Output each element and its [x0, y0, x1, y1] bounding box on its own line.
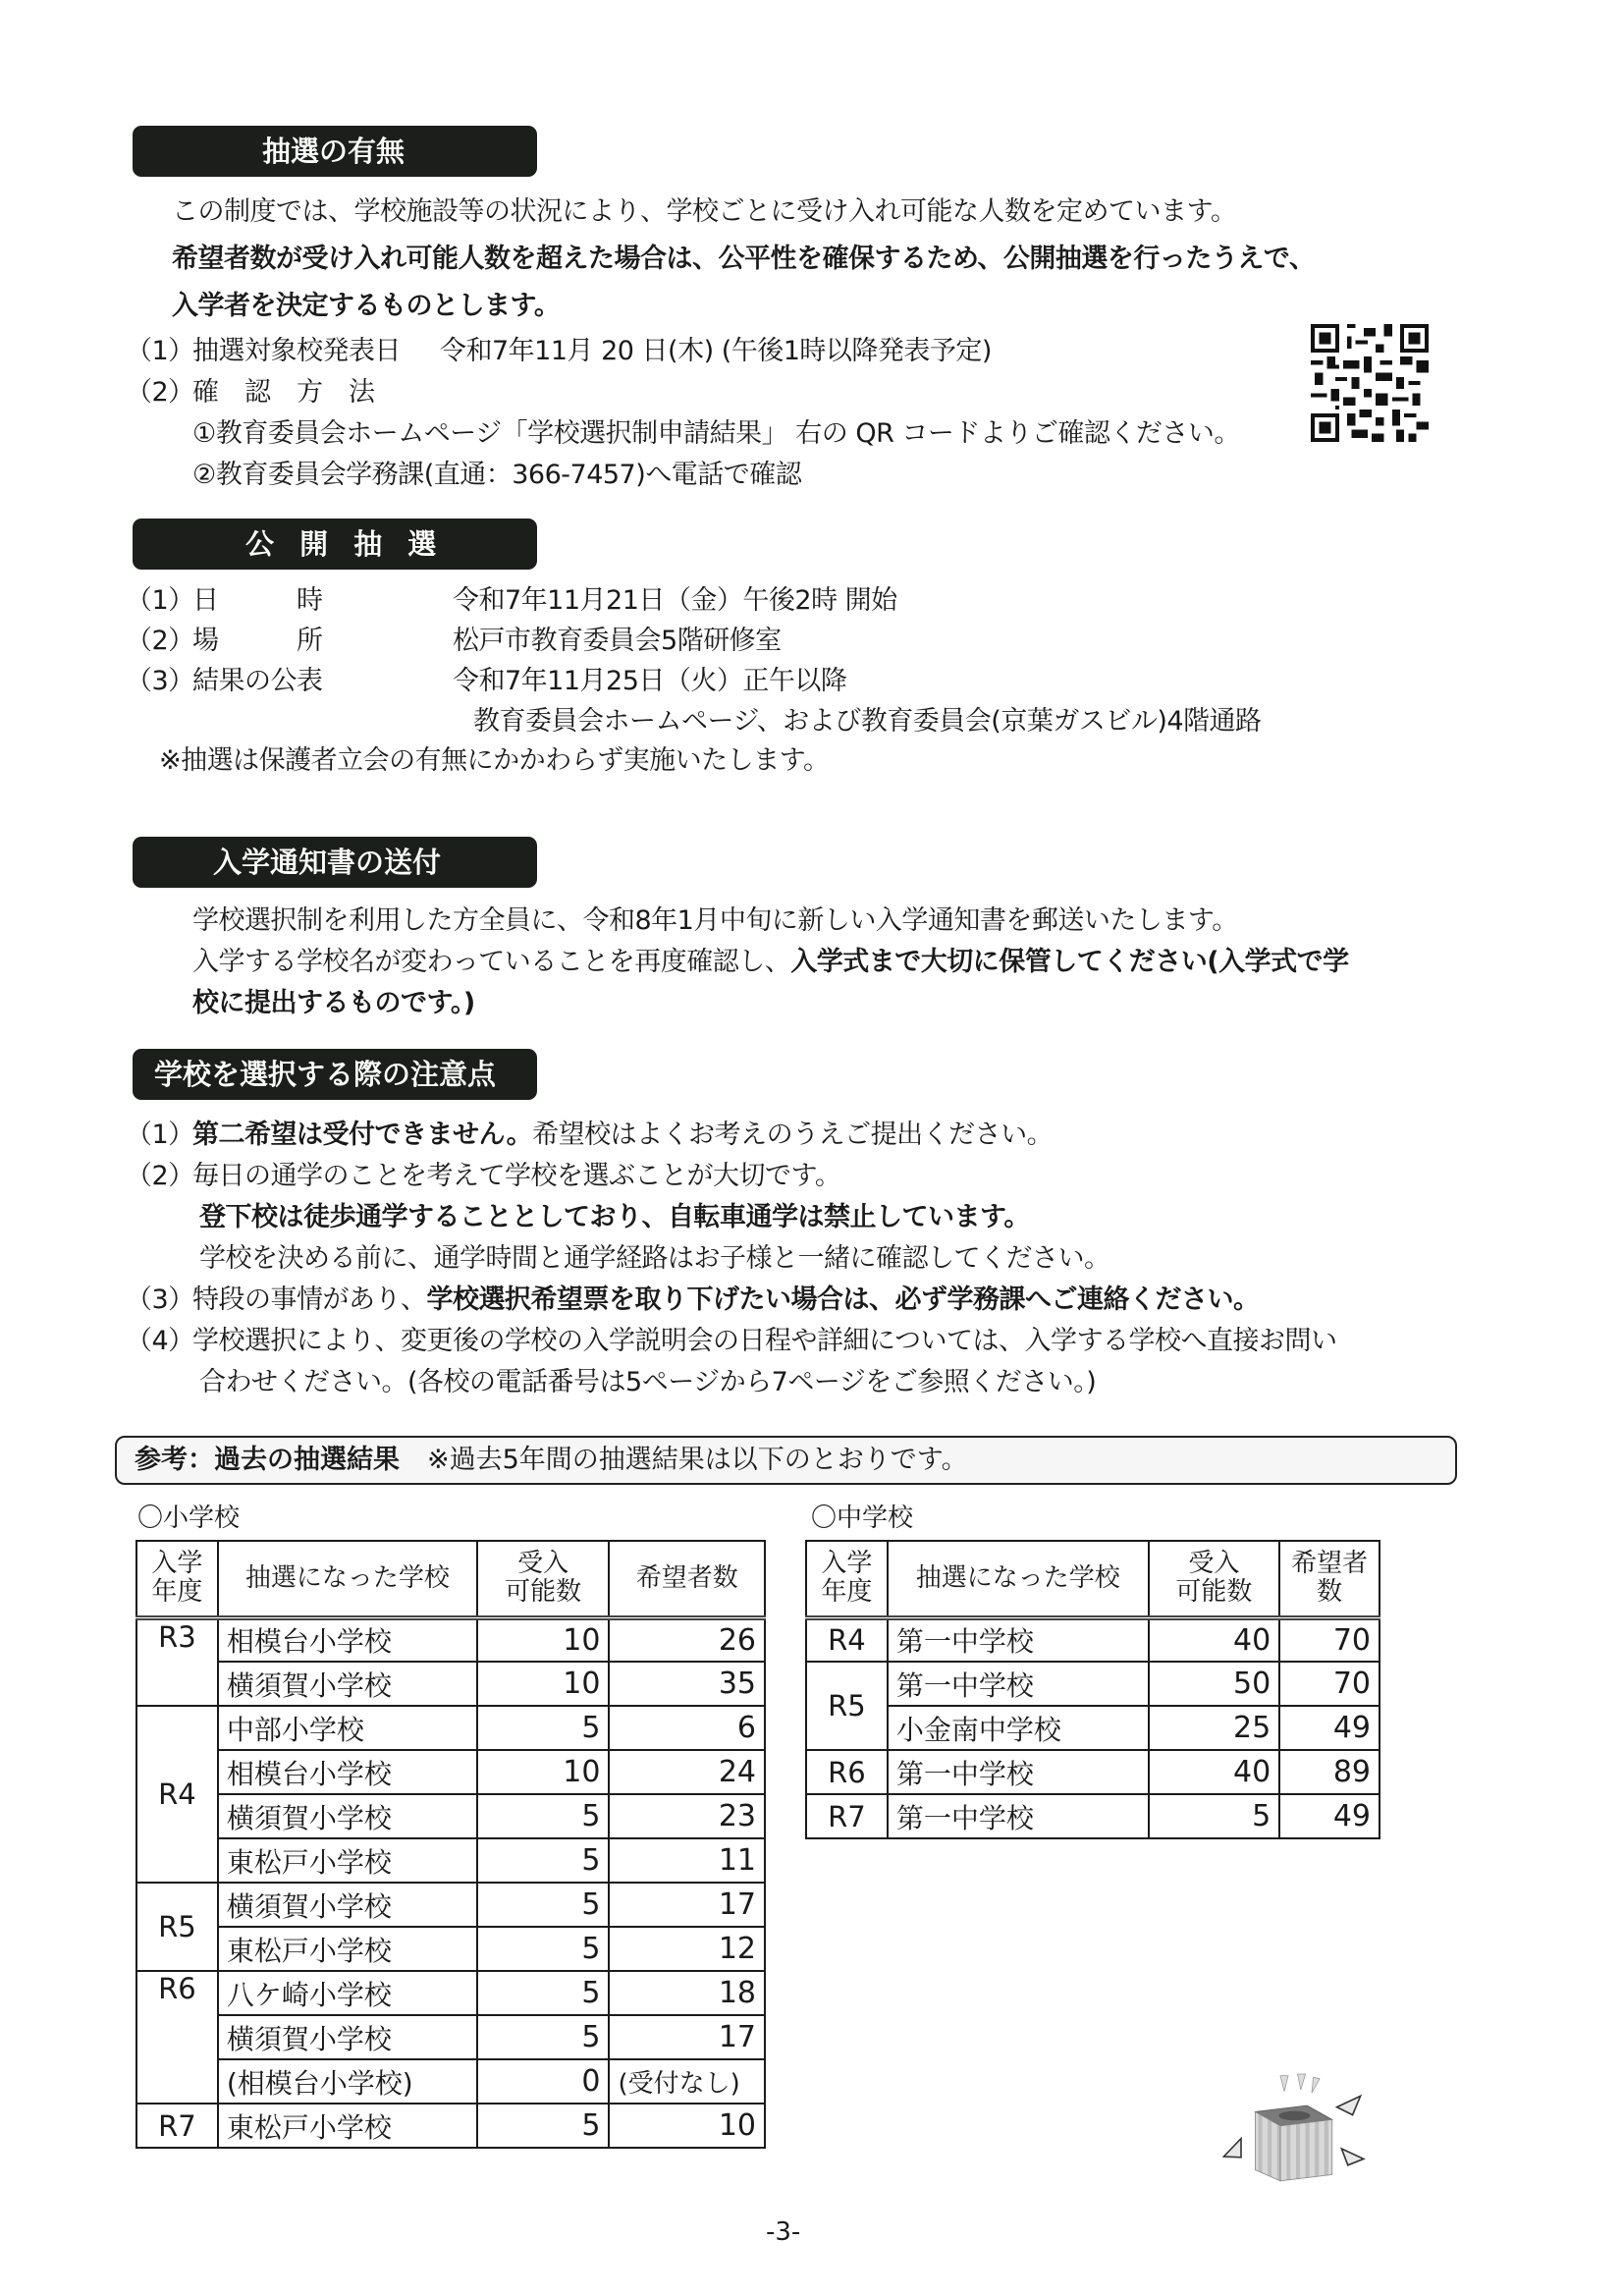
- item-label: 抽選対象校発表日: [192, 336, 401, 366]
- school-cell: 第一中学校: [888, 1617, 1149, 1662]
- applicants-cell: (受付なし): [609, 2059, 765, 2104]
- school-cell: 相模台小学校: [218, 1750, 477, 1794]
- table-header-row: [136, 1541, 765, 1617]
- item-value: 令和7年11月 20 日(木) (午後1時以降発表予定): [440, 336, 992, 366]
- item-label: 確 認 方 法: [192, 377, 375, 408]
- capacity-cell: 5: [477, 1883, 610, 1927]
- applicants-cell: 24: [609, 1750, 765, 1794]
- capacity-cell: 10: [477, 1662, 610, 1706]
- elementary-table-body: [136, 1617, 765, 2148]
- table-row: [136, 1750, 765, 1794]
- reference-note: ※過去5年間の抽選結果は以下のとおりです。: [427, 1445, 968, 1475]
- section-heading-public-lottery: 公 開 抽 選: [133, 519, 537, 570]
- applicants-cell: 70: [1279, 1662, 1380, 1706]
- applicants-cell: 49: [1279, 1794, 1380, 1838]
- year-cell: R5: [136, 1883, 218, 1971]
- applicants-cell: 35: [609, 1662, 765, 1706]
- col-header-year: 入学 年度: [806, 1541, 888, 1617]
- caution-text: 学校選択により、変更後の学校の入学説明会の日程や詳細については、入学する学校へ直接お問い: [192, 1326, 1337, 1356]
- item-label: 結果の公表: [192, 666, 323, 696]
- table-row: [136, 2059, 765, 2104]
- section-heading-notice-sending: 入学通知書の送付: [133, 837, 537, 888]
- caution-text: 特段の事情があり、: [192, 1285, 427, 1315]
- table-header-row: [806, 1541, 1380, 1617]
- caution-item-3: [126, 1283, 1260, 1318]
- school-cell: 横須賀小学校: [218, 1794, 477, 1838]
- lottery-item-1: [126, 334, 992, 369]
- notice-line-1: 学校選択制を利用した方全員に、令和8年1月中旬に新しい入学通知書を郵送いたします。: [192, 905, 1238, 936]
- public-lottery-item-3: [126, 664, 846, 699]
- capacity-cell: 5: [477, 1838, 610, 1883]
- item-label: 場 所: [192, 626, 323, 656]
- lottery-para-2: 希望者数が受け入れ可能人数を超えた場合は、公平性を確保するため、公開抽選を行ったうえで、: [172, 244, 1316, 274]
- capacity-cell: 5: [1149, 1794, 1280, 1838]
- table-row: [806, 1750, 1380, 1794]
- public-lottery-item-2: [126, 624, 782, 659]
- page-number: -3-: [766, 2217, 801, 2247]
- applicants-cell: 6: [609, 1706, 765, 1750]
- item-number: （1）: [126, 1120, 194, 1150]
- year-cell: R3: [136, 1617, 218, 1706]
- notice-line-2-emphasis: 入学式まで大切に保管してください(入学式で学: [790, 947, 1349, 977]
- reference-banner: [115, 1436, 1457, 1485]
- notice-line-2-text: 入学する学校名が変わっていることを再度確認し、: [192, 947, 791, 977]
- capacity-cell: 40: [1149, 1617, 1280, 1662]
- confirm-method-2: ②教育委員会学務課(直通：366-7457)へ電話で確認: [192, 460, 802, 490]
- year-cell: R7: [136, 2104, 218, 2148]
- junior-high-label: 〇中学校: [811, 1503, 914, 1533]
- year-cell: R4: [136, 1706, 218, 1883]
- applicants-cell: 26: [609, 1617, 765, 1662]
- capacity-cell: 5: [477, 1706, 610, 1750]
- capacity-cell: 5: [477, 1794, 610, 1838]
- year-cell: R7: [806, 1794, 888, 1838]
- year-cell: R6: [806, 1750, 888, 1794]
- caution-item-2-line-3: 学校を決める前に、通学時間と通学経路はお子様と一緒に確認してください。: [199, 1243, 1110, 1274]
- caution-text: 希望校はよくお考えのうえご提出ください。: [532, 1120, 1054, 1150]
- applicants-cell: 18: [609, 1971, 765, 2015]
- caution-item-2-emphasis: 登下校は徒歩通学することとしており、自転車通学は禁止しています。: [199, 1202, 1030, 1232]
- notice-line-2: [192, 945, 1349, 980]
- table-row: [136, 1706, 765, 1750]
- caution-item-2: [126, 1159, 840, 1194]
- reference-title: 参考：過去の抽選結果: [135, 1445, 400, 1475]
- table-row: [136, 1794, 765, 1838]
- caution-emphasis: 第二希望は受付できません。: [192, 1120, 533, 1150]
- school-cell: 第一中学校: [888, 1662, 1149, 1706]
- col-header-school: 抽選になった学校: [218, 1541, 477, 1617]
- year-cell: R4: [806, 1617, 888, 1662]
- table-row: [806, 1794, 1380, 1838]
- capacity-cell: 5: [477, 2015, 610, 2059]
- applicants-cell: 10: [609, 2104, 765, 2148]
- applicants-cell: 17: [609, 1883, 765, 1927]
- caution-emphasis: 学校選択希望票を取り下げたい場合は、必ず学務課へご連絡ください。: [426, 1285, 1260, 1315]
- table-row: [136, 1927, 765, 1971]
- col-header-applicants: 希望者数: [609, 1541, 765, 1617]
- table-row: [136, 1617, 765, 1662]
- item-label: 日 時: [192, 585, 323, 616]
- school-cell: 中部小学校: [218, 1706, 477, 1750]
- item-number: （4）: [126, 1326, 194, 1356]
- junior-high-table-body: [806, 1617, 1380, 1838]
- elementary-results-table: [135, 1540, 766, 2149]
- lottery-box-icon: [1198, 2043, 1394, 2200]
- section-heading-lottery-existence: 抽選の有無: [133, 126, 537, 177]
- table-row: [806, 1706, 1380, 1750]
- lottery-para-1: この制度では、学校施設等の状況により、学校ごとに受け入れ可能な人数を定めています。: [172, 196, 1237, 227]
- capacity-cell: 10: [477, 1617, 610, 1662]
- school-cell: 横須賀小学校: [218, 2015, 477, 2059]
- table-row: [136, 2104, 765, 2148]
- section-heading-cautions: 学校を選択する際の注意点: [133, 1049, 537, 1100]
- school-cell: 八ケ崎小学校: [218, 1971, 477, 2015]
- capacity-cell: 5: [477, 1971, 610, 2015]
- caution-item-1: [126, 1118, 1053, 1153]
- item-number: （2）: [126, 626, 194, 656]
- item-number: （1）: [126, 585, 194, 616]
- capacity-cell: 10: [477, 1750, 610, 1794]
- item-number: （2）: [126, 1161, 194, 1191]
- capacity-cell: 5: [477, 1927, 610, 1971]
- public-lottery-item-1: [126, 583, 897, 619]
- school-cell: 第一中学校: [888, 1794, 1149, 1838]
- col-header-capacity: 受入 可能数: [1149, 1541, 1280, 1617]
- notice-line-3: 校に提出するものです。): [192, 988, 475, 1018]
- school-cell: 東松戸小学校: [218, 1927, 477, 1971]
- year-cell: R5: [806, 1662, 888, 1750]
- item-value: 令和7年11月25日（火）正午以降: [453, 666, 847, 696]
- school-cell: 横須賀小学校: [218, 1662, 477, 1706]
- result-place: 教育委員会ホームページ、および教育委員会(京葉ガスビル)4階通路: [473, 706, 1262, 737]
- item-value: 令和7年11月21日（金）午後2時 開始: [453, 585, 897, 616]
- year-cell: R6: [136, 1971, 218, 2104]
- capacity-cell: 25: [1149, 1706, 1280, 1750]
- lottery-note: ※抽選は保護者立会の有無にかかわらず実施いたします。: [159, 745, 830, 776]
- table-row: [136, 1662, 765, 1706]
- qr-code-icon[interactable]: [1311, 324, 1429, 442]
- item-value: 松戸市教育委員会5階研修室: [453, 626, 782, 656]
- item-number: （3）: [126, 1285, 194, 1315]
- col-header-year: 入学 年度: [136, 1541, 218, 1617]
- elementary-label: 〇小学校: [137, 1503, 241, 1533]
- school-cell: 東松戸小学校: [218, 1838, 477, 1883]
- capacity-cell: 40: [1149, 1750, 1280, 1794]
- applicants-cell: 89: [1279, 1750, 1380, 1794]
- school-cell: 第一中学校: [888, 1750, 1149, 1794]
- table-row: [806, 1662, 1380, 1706]
- item-number: （1）: [126, 336, 194, 366]
- school-cell: 相模台小学校: [218, 1617, 477, 1662]
- capacity-cell: 50: [1149, 1662, 1280, 1706]
- caution-item-4-line-2: 合わせください。(各校の電話番号は5ページから7ページをご参照ください。): [199, 1367, 1097, 1397]
- table-row: [806, 1617, 1380, 1662]
- col-header-school: 抽選になった学校: [888, 1541, 1149, 1617]
- school-cell: 小金南中学校: [888, 1706, 1149, 1750]
- applicants-cell: 11: [609, 1838, 765, 1883]
- table-row: [136, 1838, 765, 1883]
- applicants-cell: 70: [1279, 1617, 1380, 1662]
- table-row: [136, 2015, 765, 2059]
- col-header-capacity: 受入 可能数: [477, 1541, 610, 1617]
- capacity-cell: 0: [477, 2059, 610, 2104]
- lottery-item-2: [126, 375, 375, 410]
- applicants-cell: 23: [609, 1794, 765, 1838]
- school-cell: (相模台小学校): [218, 2059, 477, 2104]
- item-number: （3）: [126, 666, 194, 696]
- item-number: （2）: [126, 377, 194, 408]
- applicants-cell: 12: [609, 1927, 765, 1971]
- school-cell: 東松戸小学校: [218, 2104, 477, 2148]
- caution-item-4: [126, 1324, 1336, 1359]
- table-row: [136, 1883, 765, 1927]
- school-cell: 横須賀小学校: [218, 1883, 477, 1927]
- applicants-cell: 17: [609, 2015, 765, 2059]
- confirm-method-1: ①教育委員会ホームページ「学校選択制申請結果」 右の QR コードよりご確認ください。: [192, 418, 1240, 449]
- junior-high-results-table: [805, 1540, 1380, 1839]
- caution-text: 毎日の通学のことを考えて学校を選ぶことが大切です。: [192, 1161, 841, 1191]
- lottery-para-3: 入学者を決定するものとします。: [172, 291, 561, 321]
- applicants-cell: 49: [1279, 1706, 1380, 1750]
- col-header-applicants: 希望者 数: [1279, 1541, 1380, 1617]
- capacity-cell: 5: [477, 2104, 610, 2148]
- table-row: [136, 1971, 765, 2015]
